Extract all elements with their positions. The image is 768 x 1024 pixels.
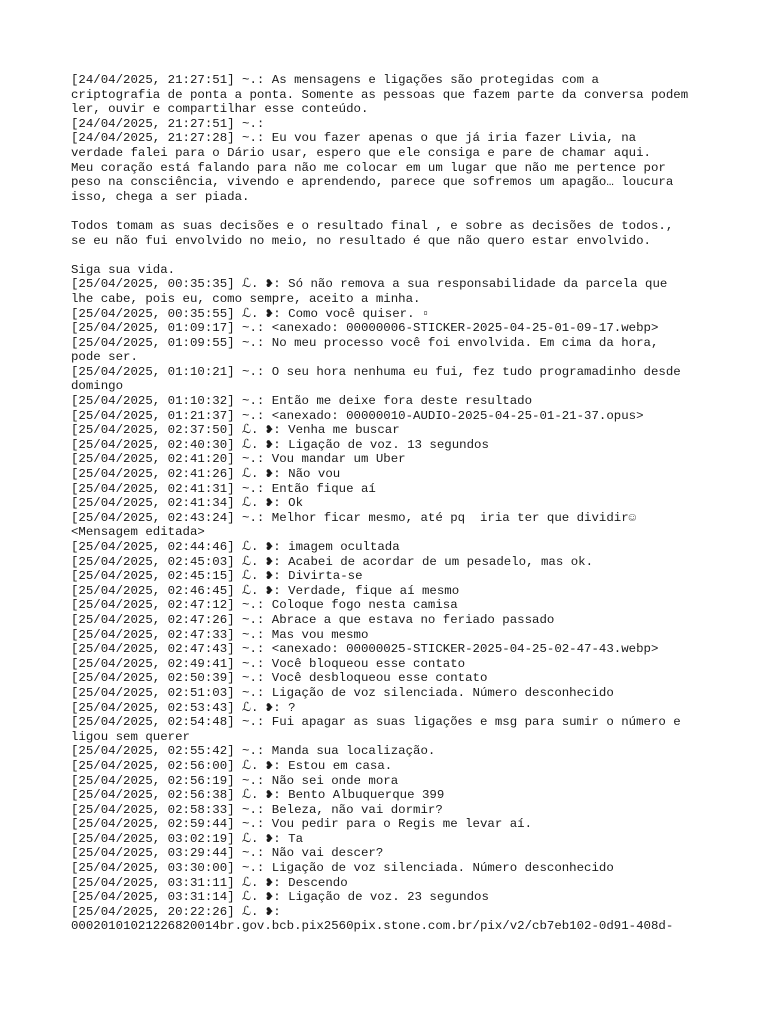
transcript-line: [25/04/2025, 02:45:15] ℒ. ❥: Divirta-se: [71, 569, 363, 584]
transcript-line: [25/04/2025, 02:41:26] ℒ. ❥: Não vou: [71, 467, 341, 482]
transcript-line: 00020101021226820014br.gov.bcb.pix2560pix.stone.com.br/pix/v2/cb7eb102-0d91-408d-: [71, 919, 674, 934]
chat-transcript: [71, 73, 711, 934]
transcript-line: criptografia de ponta a ponta. Somente as pessoas que fazem parte da conversa podem: [71, 87, 689, 102]
transcript-line: [25/04/2025, 01:10:21] ~.: O seu hora nenhuma eu fui, fez tudo programadinho desde: [71, 364, 681, 379]
transcript-line: [25/04/2025, 02:59:44] ~.: Vou pedir para o Regis me levar aí.: [71, 817, 533, 832]
transcript-line: [25/04/2025, 02:40:30] ℒ. ❥: Ligação de voz. 13 segundos: [71, 437, 489, 452]
transcript-line: [25/04/2025, 03:31:11] ℒ. ❥: Descendo: [71, 875, 348, 890]
blank-line: [71, 248, 711, 263]
transcript-line: [25/04/2025, 20:22:26] ℒ. ❥:: [71, 904, 281, 919]
transcript-line: [25/04/2025, 00:35:35] ℒ. ❥: Só não remova a sua responsabilidade da parcela que: [71, 277, 668, 292]
transcript-line: [25/04/2025, 02:53:43] ℒ. ❥: ?: [71, 700, 296, 715]
transcript-line: [24/04/2025, 21:27:28] ~.: Eu vou fazer apenas o que já iria fazer Livia, na: [71, 131, 637, 146]
transcript-line: ler, ouvir e compartilhar esse conteúdo.: [71, 102, 369, 117]
transcript-line: [25/04/2025, 02:41:20] ~.: Vou mandar um Uber: [71, 452, 406, 467]
transcript-line: [25/04/2025, 02:46:45] ℒ. ❥: Verdade, fique aí mesmo: [71, 583, 460, 598]
transcript-line: <Mensagem editada>: [71, 525, 205, 540]
transcript-line: Meu coração está falando para não me colocar em um lugar que não me pertence por: [71, 160, 666, 175]
transcript-line: [25/04/2025, 02:47:12] ~.: Coloque fogo nesta camisa: [71, 598, 458, 613]
transcript-line: [25/04/2025, 02:56:00] ℒ. ❥: Estou em casa.: [71, 758, 393, 773]
transcript-line: [25/04/2025, 02:51:03] ~.: Ligação de voz silenciada. Número desconhecido: [71, 685, 614, 700]
transcript-line: [25/04/2025, 02:58:33] ~.: Beleza, não vai dormir?: [71, 802, 443, 817]
transcript-line: [25/04/2025, 02:44:46] ℒ. ❥: imagem ocultada: [71, 540, 400, 554]
transcript-line: [25/04/2025, 02:47:33] ~.: Mas vou mesmo: [71, 627, 369, 642]
transcript-line: [25/04/2025, 02:47:26] ~.: Abrace a que estava no feriado passado: [71, 612, 555, 627]
transcript-line: [25/04/2025, 03:30:00] ~.: Ligação de voz silenciada. Número desconhecido: [71, 861, 614, 876]
transcript-line: [25/04/2025, 03:02:19] ℒ. ❥: Ta: [71, 831, 304, 846]
transcript-line: verdade falei para o Dário usar, espero que ele consiga e pare de chamar aqui.: [71, 145, 651, 160]
transcript-line: [25/04/2025, 00:35:55] ℒ. ❥: Como você quiser. ▫: [71, 306, 430, 321]
transcript-line: [25/04/2025, 02:50:39] ~.: Você desbloqueou esse contato: [71, 671, 488, 686]
blank-line: [71, 204, 711, 219]
transcript-line: se eu não fui envolvido no meio, no resultado é que não quero estar envolvido.: [71, 233, 651, 248]
transcript-line: [25/04/2025, 02:47:43] ~.: <anexado: 00000025-STICKER-2025-04-25-02-47-43.webp>: [71, 642, 659, 657]
transcript-line: [25/04/2025, 02:43:24] ~.: Melhor ficar mesmo, até pq iria ter que dividir☺: [71, 510, 637, 525]
transcript-line: lhe cabe, pois eu, como sempre, aceito a minha.: [71, 291, 421, 306]
transcript-line: [25/04/2025, 02:45:03] ℒ. ❥: Acabei de acordar de um pesadelo, mas ok.: [71, 554, 594, 569]
transcript-line: Siga sua vida.: [71, 262, 176, 277]
transcript-line: [25/04/2025, 03:31:14] ℒ. ❥: Ligação de voz. 23 segundos: [71, 890, 489, 905]
transcript-line: [25/04/2025, 02:56:19] ~.: Não sei onde mora: [71, 773, 399, 788]
transcript-line: [25/04/2025, 01:10:32] ~.: Então me deixe fora deste resultado: [71, 394, 533, 409]
transcript-line: peso na consciência, vivendo e aprendendo, parece que sofremos um apagão… loucura: [71, 175, 674, 190]
transcript-line: [25/04/2025, 01:09:17] ~.: <anexado: 00000006-STICKER-2025-04-25-01-09-17.webp>: [71, 321, 659, 336]
transcript-line: isso, chega a ser piada.: [71, 189, 250, 204]
transcript-line: [25/04/2025, 02:41:31] ~.: Então fique aí: [71, 481, 376, 496]
transcript-line: [25/04/2025, 01:21:37] ~.: <anexado: 00000010-AUDIO-2025-04-25-01-21-37.opus>: [71, 408, 644, 423]
transcript-line: [25/04/2025, 01:09:55] ~.: No meu processo você foi envolvida. Em cima da hora,: [71, 335, 659, 350]
transcript-line: [25/04/2025, 02:56:38] ℒ. ❥: Bento Albuquerque 399: [71, 788, 445, 803]
transcript-line: [25/04/2025, 02:55:42] ~.: Manda sua localização.: [71, 744, 436, 759]
transcript-line: [24/04/2025, 21:27:51] ~.: As mensagens e ligações são protegidas com a: [71, 73, 599, 87]
transcript-line: pode ser.: [71, 350, 138, 365]
transcript-line: [25/04/2025, 02:37:50] ℒ. ❥: Venha me buscar: [71, 423, 400, 438]
transcript-line: Todos tomam as suas decisões e o resultado final , e sobre as decisões de todos.,: [71, 218, 674, 233]
transcript-line: [25/04/2025, 02:49:41] ~.: Você bloqueou esse contato: [71, 656, 466, 671]
transcript-line: domingo: [71, 379, 124, 394]
transcript-line: [25/04/2025, 03:29:44] ~.: Não vai descer?: [71, 846, 384, 861]
transcript-line: [25/04/2025, 02:54:48] ~.: Fui apagar as suas ligações e msg para sumir o número e: [71, 715, 681, 730]
transcript-line: ligou sem querer: [71, 729, 190, 744]
transcript-line: [24/04/2025, 21:27:51] ~.:: [71, 116, 265, 131]
transcript-line: [25/04/2025, 02:41:34] ℒ. ❥: Ok: [71, 496, 304, 511]
